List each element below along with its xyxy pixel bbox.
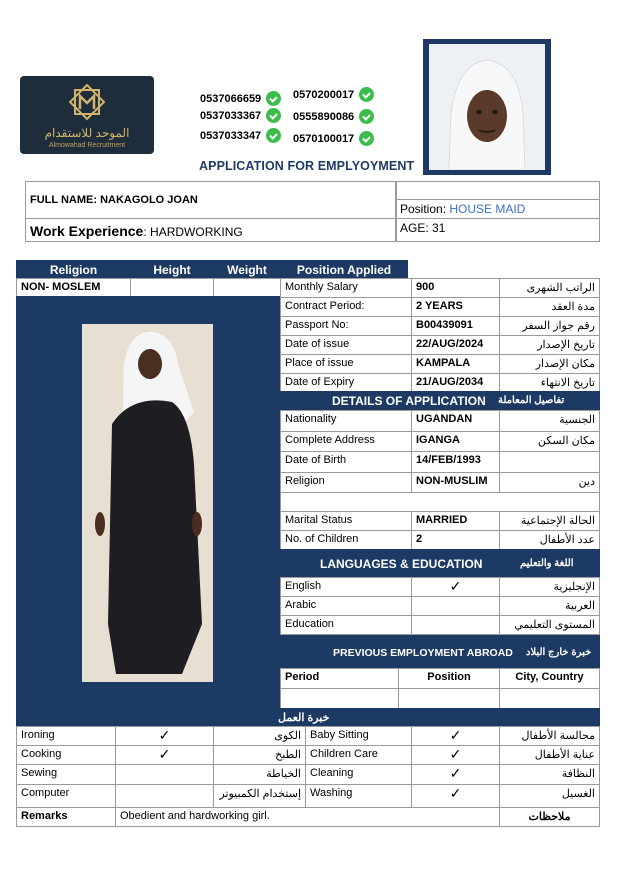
skill-label: Cooking — [16, 745, 116, 765]
height-value — [130, 278, 214, 297]
whatsapp-icon — [266, 128, 281, 143]
logo-english-text: Almowahad Recruitment — [48, 142, 126, 149]
phone-number: 0555890086 — [293, 110, 354, 124]
work-experience-field: Work Experience: HARDWORKING — [25, 218, 397, 242]
skill-arabic-label: الغسيل — [499, 784, 600, 808]
full-name-field: FULL NAME: NAKAGOLO JOAN — [25, 181, 397, 219]
weight-value — [213, 278, 281, 297]
phone-number: 0537033347 — [200, 129, 261, 143]
details-row-arabic-label: دين — [499, 472, 600, 494]
previous-employment-city — [499, 688, 600, 709]
details-section-header: DETAILS OF APPLICATION تفاصيل المعاملة — [280, 391, 600, 411]
logo-arabic-text: الموحد للاستقدام — [44, 126, 130, 140]
contract-row-label: Date of Expiry — [280, 373, 412, 393]
contract-row-value: 21/AUG/2034 — [411, 373, 500, 393]
skill-arabic-label: الطبخ — [213, 745, 306, 765]
marital-row-arabic-label: الحالة الإجتماعية — [499, 511, 600, 531]
details-row-value: 14/FEB/1993 — [411, 451, 500, 473]
weight-header: Weight — [213, 260, 281, 279]
religion-value: NON- MOSLEM — [16, 278, 131, 297]
position-column-header: Position — [398, 668, 500, 689]
details-row-label: Nationality — [280, 410, 412, 432]
remarks-arabic-label: ملاحظات — [499, 807, 600, 827]
details-row-value: NON-MUSLIM — [411, 472, 500, 494]
skill-arabic-label: الكوى — [213, 726, 306, 746]
whatsapp-icon — [359, 131, 374, 146]
previous-employment-position — [398, 688, 500, 709]
skill-check: ✓ — [115, 745, 214, 765]
remarks-label: Remarks — [16, 807, 116, 827]
language-row-label: Arabic — [280, 596, 412, 616]
details-row-arabic-label — [499, 451, 600, 473]
whatsapp-icon — [359, 109, 374, 124]
portrait-icon — [429, 44, 545, 170]
skill-label: Children Care — [305, 745, 412, 765]
contract-row-label: Passport No: — [280, 316, 412, 336]
position-spacer — [395, 181, 600, 200]
work-experience-section-header: خبرة العمل — [16, 708, 600, 727]
skill-label: Cleaning — [305, 764, 412, 785]
phone-number: 0537033367 — [200, 109, 261, 123]
contract-row-arabic-label: تاريخ الانتهاء — [499, 373, 600, 393]
contract-row-label: Contract Period: — [280, 297, 412, 317]
position-applied-header: Position Applied — [280, 260, 408, 279]
skill-arabic-label: النظافة — [499, 764, 600, 785]
previous-employment-header: PREVIOUS EMPLOYMENT ABROAD خبرة خارج البلاد — [280, 635, 600, 669]
skill-arabic-label: الخياطة — [213, 764, 306, 785]
religion-header: Religion — [16, 260, 131, 279]
language-row-arabic-label: الإنجليزية — [499, 577, 600, 597]
phone-number: 0537066659 — [200, 92, 261, 106]
contract-row-value: B00439091 — [411, 316, 500, 336]
marital-row-label: Marital Status — [280, 511, 412, 531]
details-row-label: Complete Address — [280, 431, 412, 453]
marital-row-label: No. of Children — [280, 530, 412, 550]
skill-check: ✓ — [411, 726, 500, 746]
contract-row-arabic-label: رقم جواز السفر — [499, 316, 600, 336]
marital-row-value: MARRIED — [411, 511, 500, 531]
skill-check: ✓ — [411, 764, 500, 785]
company-logo — [20, 76, 154, 154]
phone-number: 0570200017 — [293, 88, 354, 102]
contract-row-arabic-label: الراتب الشهرى — [499, 278, 600, 298]
contract-row-label: Monthly Salary — [280, 278, 412, 298]
contract-row-arabic-label: مدة العقد — [499, 297, 600, 317]
contract-row-arabic-label: مكان الإصدار — [499, 354, 600, 374]
whatsapp-icon — [266, 91, 281, 106]
skill-arabic-label: عناية الأطفال — [499, 745, 600, 765]
city-country-column-header: City, Country — [499, 668, 600, 689]
skill-check — [115, 764, 214, 785]
skill-label: Computer — [16, 784, 116, 808]
contract-row-label: Place of issue — [280, 354, 412, 374]
details-row-label: Religion — [280, 472, 412, 494]
language-row-arabic-label: العربية — [499, 596, 600, 616]
languages-section-header: LANGUAGES & EDUCATION اللغة والتعليم — [280, 549, 600, 578]
details-row-arabic-label: مكان السكن — [499, 431, 600, 453]
whatsapp-icon — [359, 87, 374, 102]
contract-row-value: KAMPALA — [411, 354, 500, 374]
contract-row-label: Date of issue — [280, 335, 412, 355]
language-row-value: ✓ — [411, 577, 500, 597]
skill-label: Sewing — [16, 764, 116, 785]
period-column-header: Period — [280, 668, 399, 689]
spacer-row — [280, 492, 600, 512]
age-field: AGE: 31 — [395, 218, 600, 242]
full-body-photo-panel — [16, 296, 280, 709]
contract-row-value: 900 — [411, 278, 500, 298]
skill-check: ✓ — [115, 726, 214, 746]
phone-number: 0570100017 — [293, 132, 354, 146]
logo-emblem-icon — [65, 82, 109, 122]
language-row-label: English — [280, 577, 412, 597]
skill-arabic-label: إستخدام الكمبيوتر — [213, 784, 306, 808]
remarks-value: Obedient and hardworking girl. — [115, 807, 500, 827]
passport-photo — [423, 39, 551, 175]
whatsapp-icon — [266, 108, 281, 123]
language-row-arabic-label: المستوى التعليمي — [499, 615, 600, 635]
marital-row-arabic-label: عدد الأطفال — [499, 530, 600, 550]
details-row-arabic-label: الجنسية — [499, 410, 600, 432]
language-row-label: Education — [280, 615, 412, 635]
position-field: Position: HOUSE MAID — [395, 199, 600, 219]
language-row-value — [411, 596, 500, 616]
previous-employment-period — [280, 688, 399, 709]
contract-row-value: 2 YEARS — [411, 297, 500, 317]
full-body-photo — [82, 324, 213, 682]
details-row-value: UGANDAN — [411, 410, 500, 432]
skill-label: Washing — [305, 784, 412, 808]
language-row-value — [411, 615, 500, 635]
contract-row-value: 22/AUG/2024 — [411, 335, 500, 355]
skill-check — [115, 784, 214, 808]
skill-check: ✓ — [411, 784, 500, 808]
marital-row-value: 2 — [411, 530, 500, 550]
skill-label: Baby Sitting — [305, 726, 412, 746]
details-row-value: IGANGA — [411, 431, 500, 453]
height-header: Height — [130, 260, 214, 279]
contract-row-arabic-label: تاريخ الإصدار — [499, 335, 600, 355]
details-row-label: Date of Birth — [280, 451, 412, 473]
page-title: APPLICATION FOR EMPLYOYMENT — [199, 159, 415, 173]
skill-label: Ironing — [16, 726, 116, 746]
skill-arabic-label: مجالسة الأطفال — [499, 726, 600, 746]
skill-check: ✓ — [411, 745, 500, 765]
person-figure-icon — [82, 324, 213, 682]
